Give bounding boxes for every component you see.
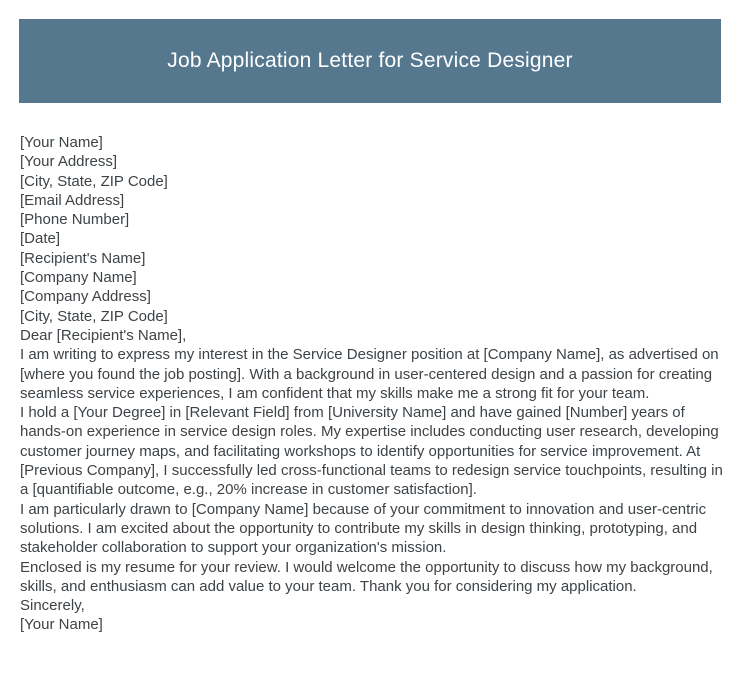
- recipient-address-line: [Company Address]: [20, 288, 151, 306]
- letter-paragraphs: [20, 345, 723, 596]
- sender-address-line: [Phone Number]: [20, 211, 130, 229]
- page-title: Job Application Letter for Service Designer: [167, 49, 573, 72]
- recipient-address-line: [Company Name]: [20, 269, 137, 287]
- sender-address-line: [Email Address]: [20, 191, 125, 209]
- recipient-address-line: [Recipient's Name]: [20, 249, 146, 267]
- sender-address-line: [Your Address]: [20, 153, 118, 171]
- recipient-block: [20, 249, 723, 326]
- sender-address-line: [Your Name]: [20, 134, 103, 151]
- sender-address-line: [Date]: [20, 230, 61, 248]
- letter-paragraph: I hold a [Your Degree] in [Relevant Field] from [University Name] and have gained [Number] years of hands-on experience in service design roles. My expertise includes conducting user research, developing customer journey maps, and facilitating workshops to identify opportunities for service improvement. At [Previous Company], I successfully led cross-functional teams to redesign service touchpoints, resulting in a [quantifiable outcome, e.g., 20% increase in customer satisfaction].: [20, 404, 723, 499]
- sender-address-line: [City, State, ZIP Code]: [20, 172, 168, 190]
- letter-paragraph: I am particularly drawn to [Company Name] because of your commitment to innovation and user-centric solutions. I am excited about the opportunity to contribute my skills in design thinking, prototyping, and stakeholder collaboration to support your organization's mission.: [20, 500, 707, 557]
- salutation: Dear [Recipient's Name],: [20, 326, 187, 344]
- header-band: [19, 19, 721, 103]
- sender-block: [20, 133, 723, 249]
- letter-body: [20, 133, 723, 635]
- closing: Sincerely,: [20, 597, 85, 615]
- letter-paragraph: Enclosed is my resume for your review. I would welcome the opportunity to discuss how my background, skills, and enthusiasm can add value to your team. Thank you for considering my application.: [20, 558, 713, 595]
- letter-paragraph: I am writing to express my interest in the Service Designer position at [Company Name], as advertised on [where you found the job posting]. With a background in user-centered design and a passion for creating seamless service experiences, I am confident that my skills make me a strong fit for your team.: [20, 346, 719, 402]
- recipient-address-line: [City, State, ZIP Code]: [20, 307, 168, 325]
- signature: [Your Name]: [20, 616, 103, 634]
